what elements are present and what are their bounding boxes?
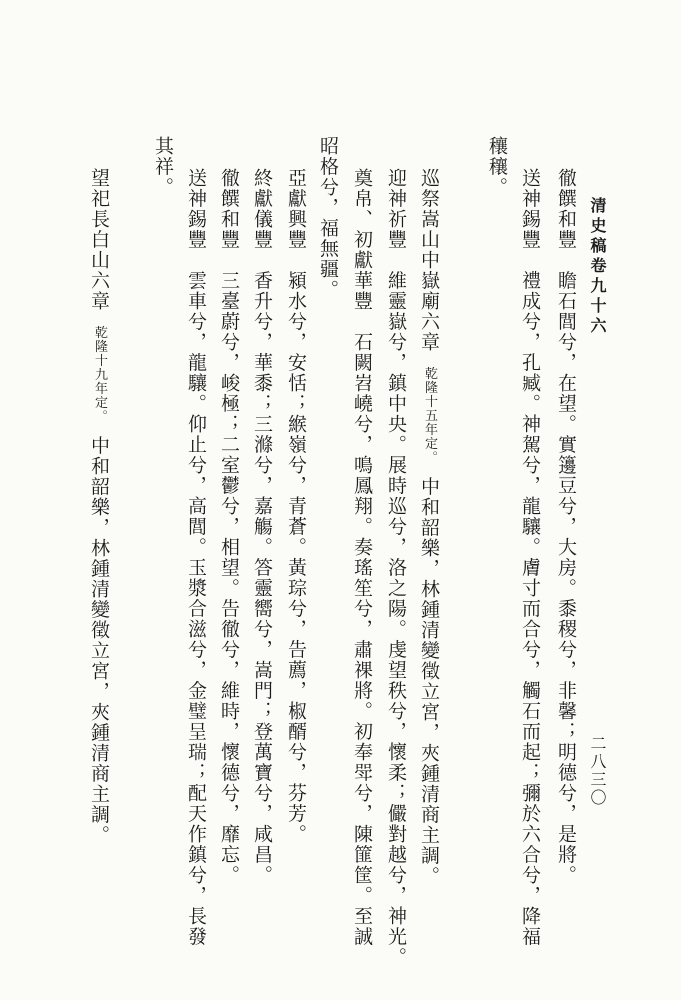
- music-note: 中和韶樂，林鍾清變徵立宮，夾鍾清商主調。: [418, 476, 440, 887]
- text-column: 亞獻興豐 潁水兮，安恬；緱嶺兮，青蒼。黃琮兮，告薦，椒醑兮，芬芳。: [285, 168, 307, 845]
- date-note: 乾隆十九年定。: [92, 325, 107, 424]
- date-note: 乾隆十五年定。: [422, 366, 437, 465]
- text-column: 奠帛、初獻華豐 石闕岧嶢兮，鳴鳳翔。奏瑤笙兮，肅祼將。初奉斝兮，陳篚筐。至誠: [351, 168, 373, 947]
- section-heading-column: [416, 168, 442, 887]
- text-column: 徹饌和豐 三臺蔚兮，峻極；二室鬱兮，相望。告徹兮，維時，懷德兮，靡忘。: [218, 168, 240, 886]
- text-column: 送神錫豐 雲車兮，龍驤。仰止兮，高閭。玉漿合滋兮，金璧呈瑞；配天作鎮兮，長發: [185, 168, 207, 947]
- page-number: 二八三〇: [588, 735, 607, 807]
- text-column: 穰穰。: [486, 136, 508, 198]
- running-header: 清史稿卷九十六: [588, 197, 607, 337]
- text-column: 迎神祈豐 維靈嶽兮，鎮中央。展時巡兮，洛之陽。虔望秩兮，懷柔；儼對越兮，神光。: [385, 168, 407, 968]
- music-note: 中和韶樂，林鍾清變徵立宮，夾鍾清商主調。: [88, 435, 110, 846]
- section-title: 巡祭嵩山中嶽廟六章: [418, 168, 440, 353]
- text-column: 昭格兮，福無疆。: [317, 136, 339, 300]
- text-column: 其祥。: [152, 136, 174, 198]
- section-heading-column: [86, 168, 112, 846]
- text-column: 終獻儀豐 香升兮，華黍；三滌兮，嘉觴。答靈嚮兮，嵩門；登萬寶兮，咸昌。: [251, 168, 273, 886]
- text-column: 徹饌和豐 瞻石閭兮，在望。實籩豆兮，大房。黍稷兮，非馨；明德兮，是將。: [555, 168, 577, 886]
- section-title: 望祀長白山六章: [88, 168, 110, 312]
- text-column: 送神錫豐 禮成兮，孔臧。神駕兮，龍驤。膚寸而合兮，觸石而起；彌於六合兮，降福: [519, 168, 541, 947]
